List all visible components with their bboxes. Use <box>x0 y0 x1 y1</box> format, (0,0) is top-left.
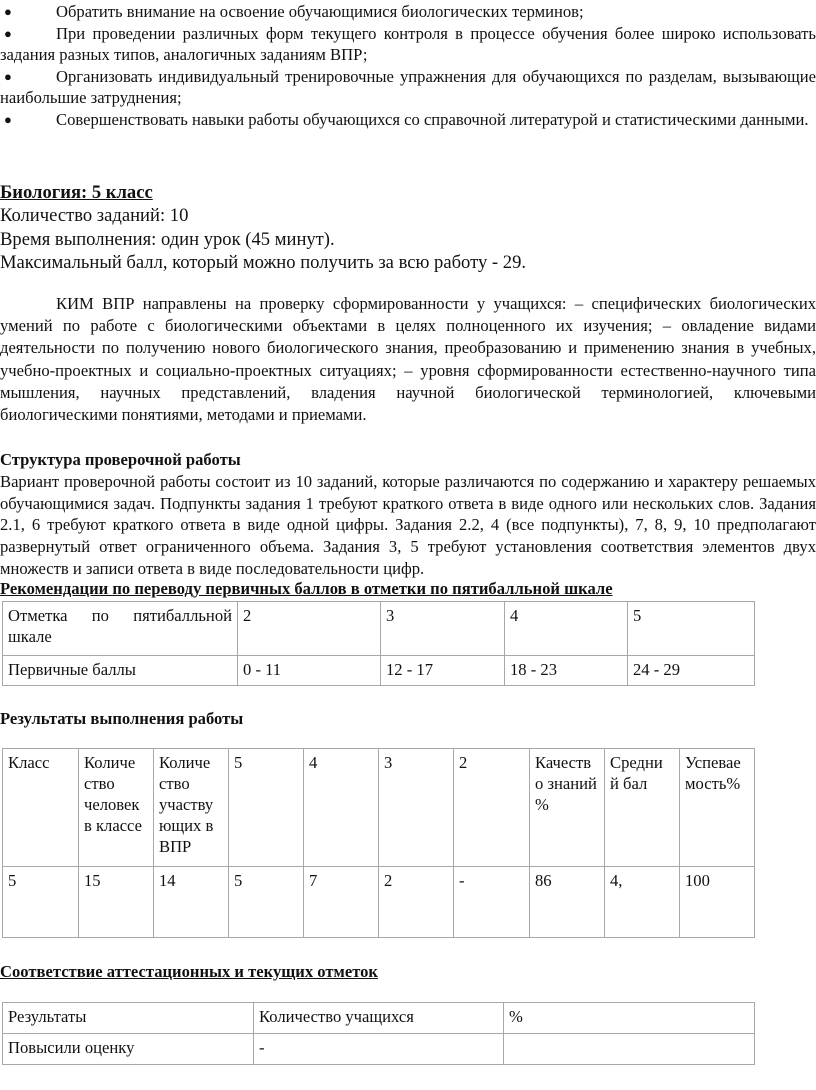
table-cell: 2 <box>379 867 454 938</box>
biology-info <box>0 181 816 275</box>
bullet-icon: ● <box>4 25 12 41</box>
table-cell: Первичные баллы <box>3 656 238 686</box>
table-cell: 12 - 17 <box>381 656 505 686</box>
bullet-icon: ● <box>4 68 12 84</box>
header-cell: % <box>504 1003 755 1034</box>
tasks-count: Количество заданий: 10 <box>0 205 189 227</box>
structure-heading: Структура проверочной работы <box>0 450 241 469</box>
bullet-icon: ● <box>4 4 12 19</box>
table-row <box>3 602 755 656</box>
list-item-text: Обратить внимание на освоение обучающимися биологических терминов; <box>56 2 584 21</box>
biology-heading: Биология: 5 класс <box>0 182 153 203</box>
header-cell: Средни й бал <box>605 749 680 867</box>
results-table <box>2 748 755 938</box>
table-cell: 86 <box>530 867 605 938</box>
header-cell: Класс <box>3 749 79 867</box>
table-row <box>3 867 755 938</box>
header-cell: Качеств о знаний % <box>530 749 605 867</box>
max-score: Максимальный балл, который можно получить за всю работу - 29. <box>0 252 527 274</box>
header-cell: 5 <box>229 749 304 867</box>
table-cell: 4 <box>505 602 628 656</box>
table-cell: 2 <box>238 602 381 656</box>
header-cell: Количе ство участву ющих в ВПР <box>154 749 229 867</box>
table-cell: - <box>254 1034 504 1065</box>
table-cell: Отметка по пятибалльной шкале <box>3 602 238 656</box>
table-cell: 4, <box>605 867 680 938</box>
table-row <box>3 656 755 686</box>
header-cell: Количе ство человек в классе <box>79 749 154 867</box>
table-cell: Повысили оценку <box>3 1034 254 1065</box>
table-cell <box>504 1034 755 1065</box>
table-header-row <box>3 1003 755 1034</box>
table-cell: 24 - 29 <box>628 656 755 686</box>
header-cell: Результаты <box>3 1003 254 1034</box>
results-heading: Результаты выполнения работы <box>0 709 244 728</box>
header-cell: 2 <box>454 749 530 867</box>
correspondence-table <box>2 1002 755 1065</box>
conversion-table <box>2 601 755 686</box>
list-item <box>0 109 816 131</box>
table-cell: 5 <box>3 867 79 938</box>
table-header-row <box>3 749 755 867</box>
table-cell: - <box>454 867 530 938</box>
kim-paragraph: КИМ ВПР направлены на проверку сформированности у учащихся: – специфических биологических умений по работе с биологическими объектами в целях полноценного их изучения; – овладение видами деятельности по получению нового биологического знания, преобразованию и применению знания в учебных, учебно-проектных и социально-проектных ситуациях; – уровня сформированности естественно-научного типа мышления, научных представлений, владения научной биологической терминологией, ключевыми биологическими понятиями, методами и приемами. <box>0 294 816 425</box>
table-cell: 15 <box>79 867 154 938</box>
header-cell: 3 <box>379 749 454 867</box>
list-item <box>0 23 816 66</box>
correspondence-heading: Соответствие аттестационных и текущих отметок <box>0 962 378 981</box>
table-cell: 3 <box>381 602 505 656</box>
duration: Время выполнения: один урок (45 минут). <box>0 228 335 250</box>
table-cell: 7 <box>304 867 379 938</box>
bullet-icon: ● <box>4 111 12 127</box>
header-cell: Успевае мость% <box>680 749 755 867</box>
list-item-text: Организовать индивидуальный тренировочные упражнения для обучающихся по разделам, вызывающие наибольшие затруднения; <box>0 66 816 108</box>
table-cell: 5 <box>628 602 755 656</box>
table-cell: 5 <box>229 867 304 938</box>
conversion-heading: Рекомендации по переводу первичных баллов в отметки по пятибалльной шкале <box>0 579 613 598</box>
list-item <box>0 66 816 109</box>
header-cell: Количество учащихся <box>254 1003 504 1034</box>
table-cell: 18 - 23 <box>505 656 628 686</box>
list-item-text: Совершенствовать навыки работы обучающихся со справочной литературой и статистическими данными. <box>56 109 809 129</box>
table-cell: 14 <box>154 867 229 938</box>
table-cell: 0 - 11 <box>238 656 381 686</box>
structure-text: Вариант проверочной работы состоит из 10 заданий, которые различаются по содержанию и характеру решаемых обучающимися задач. Подпункты задания 1 требуют краткого ответа в виде одного или нескольких слов. Задания 2.1, 6 требуют краткого ответа в виде одной цифры. Задания 2.2, 4 (все подпункты), 7, 8, 9, 10 предполагают развернутый ответ ограниченного объема. Задания 3, 5 требуют установления соответствия элементов двух множеств и записи ответа в виде последовательности цифр. <box>0 471 816 578</box>
table-row <box>3 1034 755 1065</box>
header-cell: 4 <box>304 749 379 867</box>
recommendations-list <box>0 1 816 131</box>
list-item <box>0 1 816 23</box>
list-item-text: При проведении различных форм текущего контроля в процессе обучения более широко использовать задания разных типов, аналогичных заданиям ВПР; <box>0 23 816 65</box>
table-cell: 100 <box>680 867 755 938</box>
structure-section <box>0 449 816 580</box>
